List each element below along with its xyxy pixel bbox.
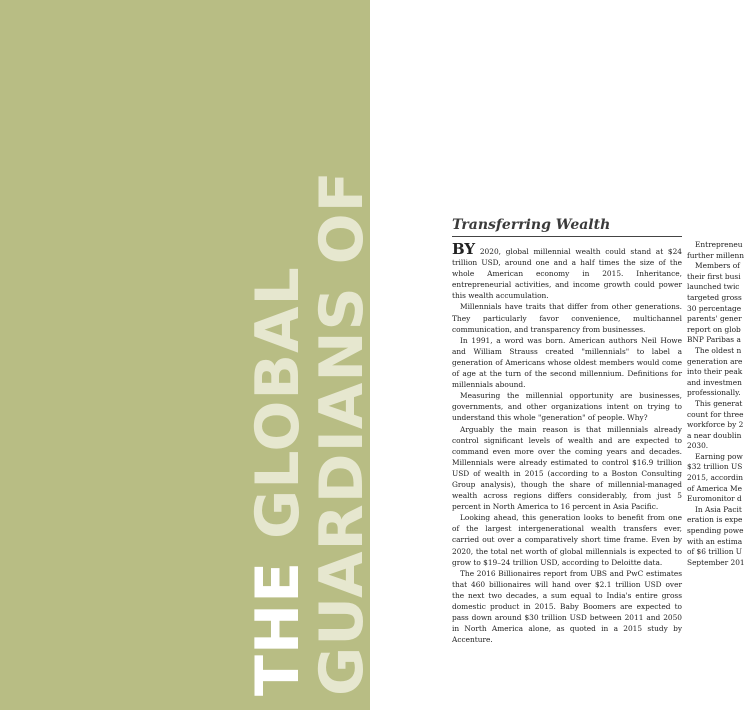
drop-cap: BY xyxy=(452,240,476,258)
title-accent: GLOBAL xyxy=(243,266,313,539)
column2-line: eration is expe xyxy=(687,515,743,525)
column2-line: generation are xyxy=(687,356,743,366)
article-body xyxy=(452,240,682,645)
second-column-cropped xyxy=(687,240,745,568)
column2-line: parents' gener xyxy=(687,314,742,324)
column2-line: workforce by 2 xyxy=(687,420,744,430)
paragraph: Arguably the main reason is that millennials already control significant levels of wealth and are expected to command even more over the coming years and decades. Millennials were already estimated to control $16.9 trillion USD of wealth in 2015 (according to a Boston Consulting Group analysis), though the share of millennial-managed wealth across regions differs considerably, from just 5 percent in North America to 16 percent in Asia Pacific. xyxy=(452,424,682,512)
column2-line: further millenn xyxy=(687,250,745,260)
title-prefix: THE xyxy=(243,538,313,696)
column2-line: BNP Paribas a xyxy=(687,335,741,345)
column2-line: $32 trillion US xyxy=(687,462,743,472)
column2-line: professionally. xyxy=(687,388,741,398)
paragraph: Looking ahead, this generation looks to benefit from one of the largest intergenerational wealth transfers ever, carried out over a comparatively short time frame. Even by 2020, the total net worth of global millennials is expected to grow to $19–24 trillion USD, according to Deloitte data. xyxy=(452,513,682,567)
vertical-title xyxy=(243,56,441,696)
column2-line: count for three xyxy=(687,409,744,419)
column2-line: Euromonitor d xyxy=(687,494,742,504)
column2-line: their first busi xyxy=(687,271,741,281)
paragraph-text: 2020, global millennial wealth could stand at $24 trillion USD, around one and a half times the size of the whole American economy in 2015. Inheritance, entrepreneurial activities, and income growth could power this wealth accumulation. xyxy=(452,247,682,301)
column2-line: launched twic xyxy=(687,282,740,292)
column2-line: 2015, accordin xyxy=(687,473,744,483)
paragraph: In 1991, a word was born. American authors Neil Howe and William Strauss created "millennials" to label a generation of Americans whose oldest members would come of age at the turn of the second millennium. Definitions for millennials abound. xyxy=(452,335,682,390)
column2-line: September 201 xyxy=(687,557,745,567)
column2-line: into their peak xyxy=(687,367,743,377)
title-line-3: CAPITAL xyxy=(371,411,441,696)
column2-line: of America Me xyxy=(687,483,742,493)
paragraph xyxy=(452,240,682,301)
column2-line: targeted gross xyxy=(687,292,742,302)
column2-line: The oldest n xyxy=(695,345,742,355)
column2-line: of $6 trillion U xyxy=(687,547,743,557)
column2-line: Earning pow xyxy=(695,451,743,461)
column2-line: report on glob xyxy=(687,324,741,334)
column2-line: This generat xyxy=(695,398,743,408)
column2-line: with an estima xyxy=(687,536,743,546)
column2-line: 30 percentage xyxy=(687,303,742,313)
article-column xyxy=(452,217,682,645)
title-line-2: GUARDIANS OF xyxy=(307,170,377,696)
paragraph: The 2016 Billionaires report from UBS and PwC estimates that 460 billionaires will hand over $2.1 trillion USD over the next two decades, a sum equal to India's entire gross domestic product in 2015. Baby Boomers are expected to pass down around $30 trillion USD between 2011 and 2050 in North America alone, as quoted in a 2015 study by Accenture. xyxy=(452,568,682,645)
column2-line: In Asia Pacit xyxy=(695,504,742,514)
column2-line: 2030. xyxy=(687,441,709,451)
column2-line: Entrepreneu xyxy=(695,240,743,249)
section-heading: Transferring Wealth xyxy=(452,217,682,237)
paragraph: Measuring the millennial opportunity are businesses, governments, and other organizations intent on trying to understand this whole "generation" of people. Why? xyxy=(452,391,682,423)
column2-line: spending powe xyxy=(687,526,744,536)
column2-line: Members of xyxy=(695,261,740,271)
column2-line: a near doublin xyxy=(687,430,742,440)
column2-line: and investmen xyxy=(687,377,742,387)
paragraph: Millennials have traits that differ from other generations. They particularly favor convenience, multichannel communication, and transparency from businesses. xyxy=(452,302,682,334)
title-line-1 xyxy=(243,56,313,696)
